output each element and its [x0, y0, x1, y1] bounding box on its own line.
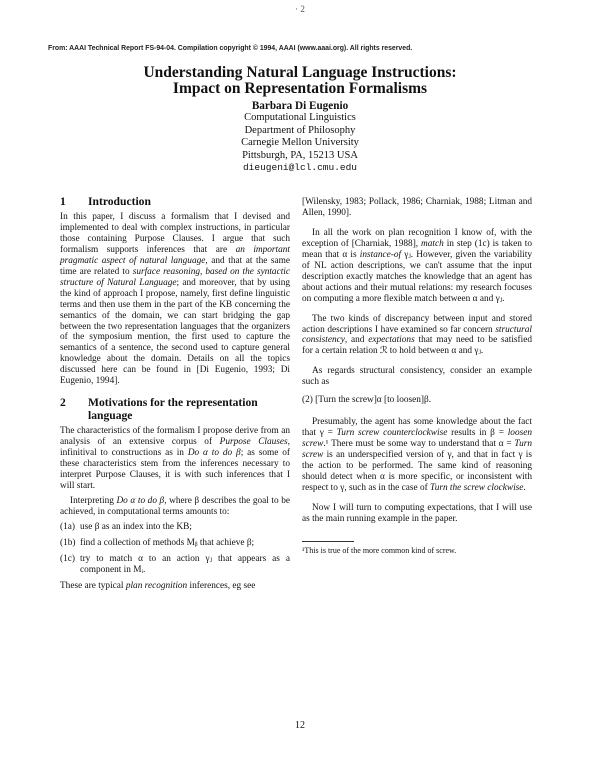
- section-2-number: 2: [60, 396, 66, 410]
- list-item: (1a) use β as an index into the KB;: [60, 521, 192, 532]
- copyright-line: From: AAAI Technical Report FS-94-04. Compilation copyright © 1994, AAAI (www.aaai.org). All rights reserved.: [48, 45, 413, 52]
- list-item: (1b) find a collection of methods Mᵦ that achieve β;: [60, 537, 255, 548]
- author-university: Carnegie Mellon University: [241, 137, 359, 149]
- title-line-1: Understanding Natural Language Instructions:: [143, 64, 457, 81]
- footnote-divider: [302, 541, 354, 542]
- example-2: (2) [Turn the screw]α [to loosen]β.: [302, 395, 432, 406]
- section-2-title: Motivations for the representation language: [88, 396, 258, 423]
- title-line-2: Impact on Representation Formalisms: [172, 80, 428, 97]
- plan-recognition-paragraph: These are typical plan recognition inferences, eg see: [60, 580, 256, 591]
- expectations-paragraph: Now I will turn to computing expectations, that I will use as the main running example in the paper.: [302, 502, 532, 524]
- citation-continuation: [Wilensky, 1983; Pollack, 1986; Charniak, 1988; Litman and Allen, 1990].: [302, 197, 532, 218]
- structural-consistency-paragraph: As regards structural consistency, consider an example such as: [302, 366, 532, 388]
- section-2-heading: [60, 396, 290, 422]
- plan-recognition-work-paragraph: In all the work on plan recognition I know of, with the exception of [Charniak, 1988], match in step (1c) is taken to mean that α is instance-of γⱼ. However, given the variability of NL action descriptions, we can't assume that the input description exactly matches the knowledge that an agent has about actions and their mutual relations: my research focuses on computing a more flexible match between α and γⱼ.: [302, 227, 532, 304]
- section-1-title: Introduction: [88, 195, 151, 208]
- motivation-paragraph: The characteristics of the formalism I propose derive from an analysis of an extensive corpus of Purpose Clauses, infinitival to constructions as in Do α to do β; as some of these characteristics stem from the inferences necessary to interpret Purpose Clauses, it is with such inferences that I will start.: [60, 426, 291, 492]
- interpreting-paragraph: Interpreting Do α to do β, where β describes the goal to be achieved, in computational terms amounts to:: [60, 495, 290, 517]
- author-name: Barbara Di Eugenio: [251, 100, 349, 112]
- list-item: (1c) try to match α to an action γⱼ that appears as a component in Mᵢ.: [60, 553, 290, 575]
- right-column: [302, 197, 532, 555]
- author-email: dieugeni@lcl.cmu.edu: [242, 162, 358, 174]
- left-column: [60, 195, 290, 592]
- author-dept-2: Department of Philosophy: [244, 124, 356, 136]
- section-1-heading: [60, 195, 290, 208]
- footnote: ¹This is true of the more common kind of screw.: [302, 545, 457, 555]
- section-1-number: 1: [60, 195, 66, 208]
- page-number: 12: [295, 720, 305, 731]
- author-dept-1: Computational Linguistics: [244, 112, 356, 124]
- author-address: Pittsburgh, PA, 15213 USA: [242, 149, 358, 161]
- page-corner-mark: · 2: [295, 4, 305, 14]
- author-block: [0, 100, 600, 174]
- presumably-paragraph: Presumably, the agent has some knowledge about the fact that γ = Turn screw counterclockwise results in β = loosen screw.¹ There must be some way to understand that α = Turn screw is an underspecified version of γ, and that in fact γ is the action to be performed. The same kind of reasoning should detect when α is more specific, or inconsistent with respect to γ, such as in the case of Turn the screw clockwise.: [302, 417, 532, 493]
- paper-title: [0, 65, 600, 97]
- intro-paragraph: In this paper, I discuss a formalism that I devised and implemented to deal with complex instructions, in particular those containing Purpose Clauses. I argue that such formalism supports inferences that are an important pragmatic aspect of natural language, and that at the same time are related to surface reasoning, based on the syntactic structure of Natural Language; and moreover, that by using the kind of approach I propose, namely, first define linguistic terms and then use them in the part of the KB concerning the semantics of the domain, we can start bridging the gap between the two representation languages that the organizers of the symposium mention, the first used to capture the semantics of a sentence, the second used to capture general knowledge about the domain. Details on all the topics discussed here can be found in [Di Eugenio, 1993; Di Eugenio, 1994].: [60, 212, 291, 387]
- discrepancy-paragraph: The two kinds of discrepancy between input and stored action descriptions I have examined so far concern structural consistency, and expectations that may need to be satisfied for a certain relation ℛ to hold between α and γⱼ.: [302, 313, 532, 357]
